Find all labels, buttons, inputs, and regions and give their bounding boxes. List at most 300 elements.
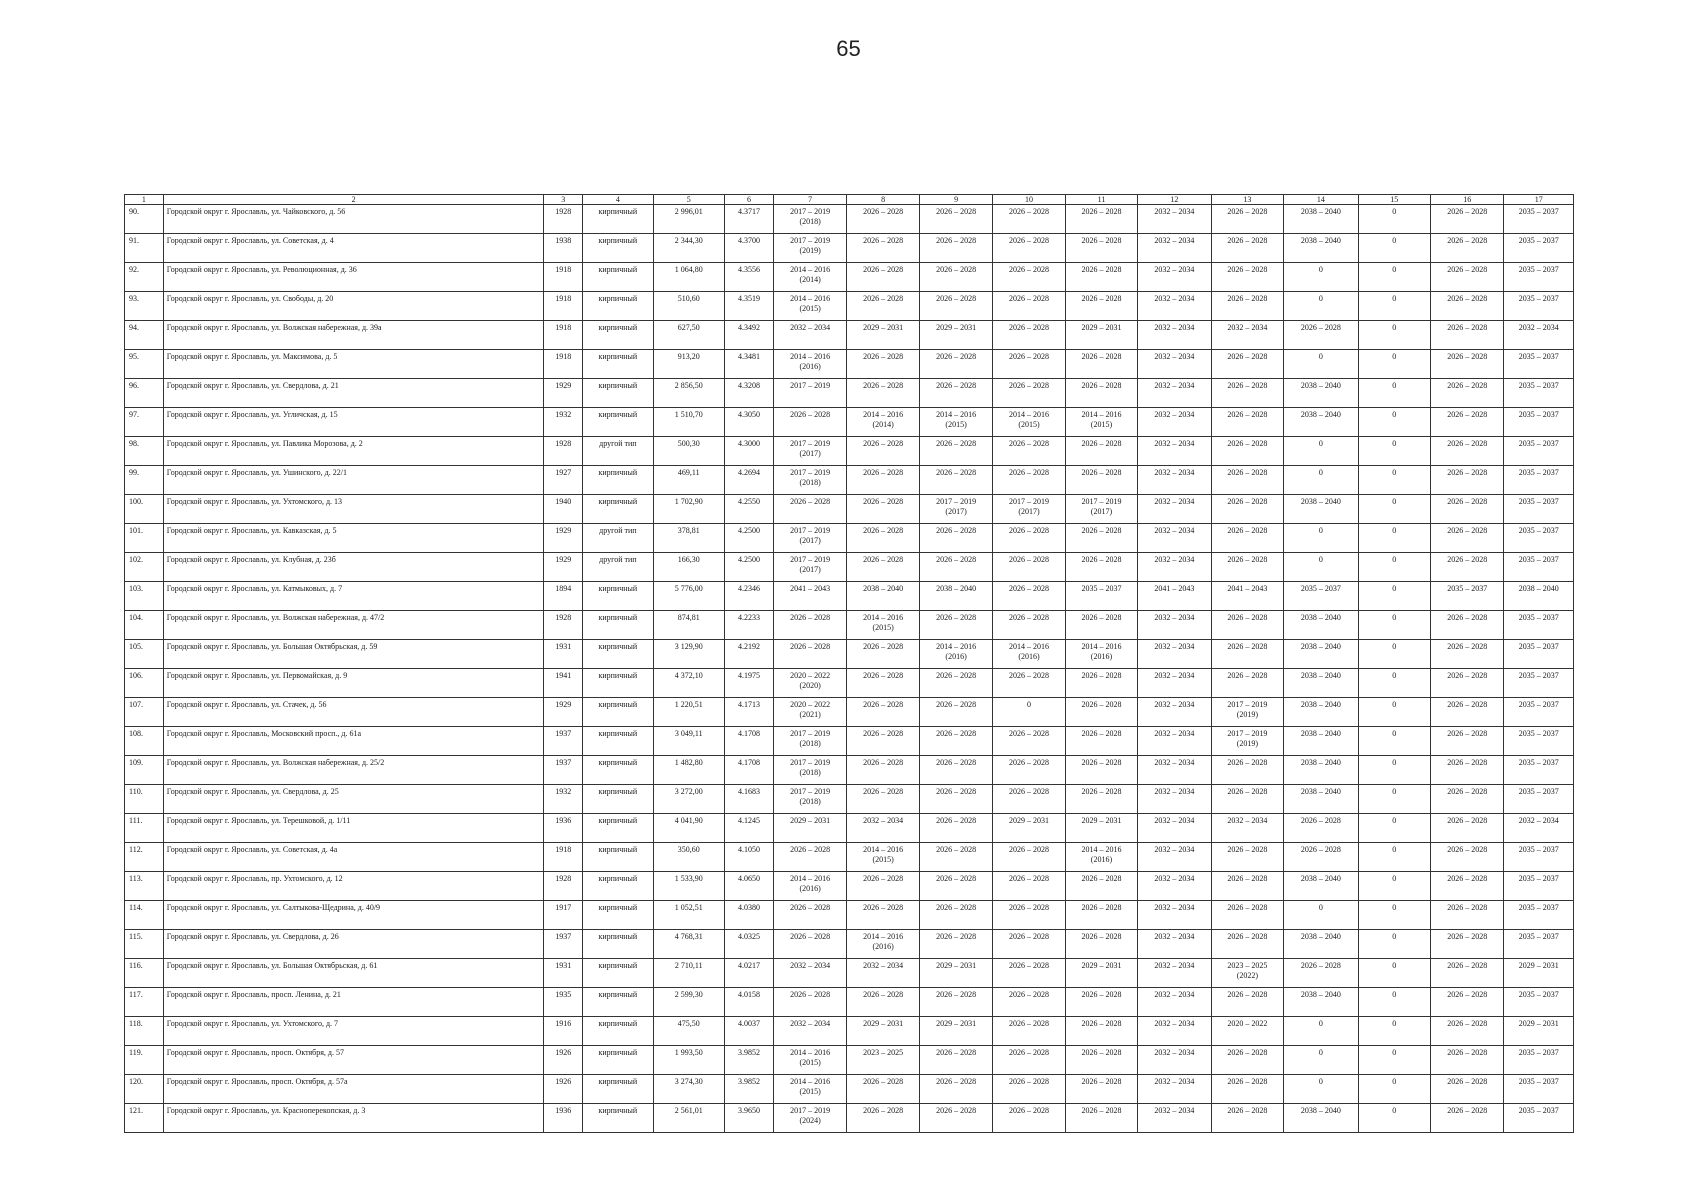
table-cell: 2026 – 2028 [847,785,919,814]
table-cell: 2029 – 2031 [919,321,992,350]
table-cell: 1940 [544,495,583,524]
table-cell: 2032 – 2034 [1211,321,1283,350]
address-cell: Городской округ г. Ярославль, ул. Ухтомского, д. 13 [163,495,544,524]
table-cell: 2014 – 2016 (2015) [847,843,919,872]
table-row [125,234,1574,263]
row-number-cell: 94. [125,321,164,350]
table-cell: 2014 – 2016 (2016) [919,640,992,669]
table-cell: кирпичный [583,1104,653,1133]
table-cell: 0 [1358,959,1430,988]
table-cell: кирпичный [583,1017,653,1046]
table-cell: 4.3556 [724,263,773,292]
table-cell: 2026 – 2028 [1211,756,1283,785]
table-cell: 1928 [544,611,583,640]
table-cell: 2026 – 2028 [919,205,992,234]
column-number-cell: 7 [773,195,846,205]
address-cell: Городской округ г. Ярославль, ул. Волжская набережная, д. 47/2 [163,611,544,640]
address-cell: Городской округ г. Ярославль, ул. Стачек, д. 56 [163,698,544,727]
table-cell: 1929 [544,379,583,408]
table-cell: 2026 – 2028 [847,350,919,379]
table-cell: 1918 [544,263,583,292]
table-cell: 2026 – 2028 [1431,1075,1504,1104]
table-cell: 2026 – 2028 [993,901,1065,930]
table-row [125,1075,1574,1104]
address-cell: Городской округ г. Ярославль, ул. Ухтомского, д. 7 [163,1017,544,1046]
table-cell: 2026 – 2028 [993,466,1065,495]
table-cell: 2035 – 2037 [1504,988,1574,1017]
table-row [125,350,1574,379]
table-cell: 2026 – 2028 [993,959,1065,988]
table-row [125,727,1574,756]
table-cell: другой тип [583,524,653,553]
table-cell: 0 [1358,785,1430,814]
table-cell: 0 [1358,408,1430,437]
table-cell: 1918 [544,843,583,872]
table-cell: 4.1713 [724,698,773,727]
table-cell: 0 [1284,1046,1358,1075]
row-number-cell: 112. [125,843,164,872]
table-row [125,408,1574,437]
table-cell: 2035 – 2037 [1504,205,1574,234]
table-cell: 0 [1358,466,1430,495]
page-number: 65 [836,36,861,61]
table-cell: 2026 – 2028 [1065,1017,1137,1046]
address-cell: Городской округ г. Ярославль, просп. Октября, д. 57а [163,1075,544,1104]
table-cell: 2035 – 2037 [1504,408,1574,437]
table-cell: 2035 – 2037 [1504,727,1574,756]
table-row [125,1017,1574,1046]
row-number-cell: 119. [125,1046,164,1075]
table-cell: кирпичный [583,205,653,234]
table-cell: 2026 – 2028 [847,379,919,408]
table-cell: 3 049,11 [653,727,724,756]
column-number-cell: 17 [1504,195,1574,205]
table-cell: 2026 – 2028 [1065,437,1137,466]
table-cell: 0 [1358,234,1430,263]
table-cell: 2017 – 2019 (2018) [773,727,846,756]
table-cell: 4 041,90 [653,814,724,843]
table-cell: 2041 – 2043 [1211,582,1283,611]
table-cell: 2026 – 2028 [847,495,919,524]
table-cell: 2032 – 2034 [1138,437,1211,466]
table-cell: 2032 – 2034 [1138,234,1211,263]
address-cell: Городской округ г. Ярославль, ул. Максимова, д. 5 [163,350,544,379]
table-cell: 1917 [544,901,583,930]
table-row [125,669,1574,698]
table-cell: 4.2233 [724,611,773,640]
table-cell: 2026 – 2028 [847,205,919,234]
table-cell: 2020 – 2022 (2020) [773,669,846,698]
table-cell: 2038 – 2040 [1284,698,1358,727]
table-cell: 2026 – 2028 [919,524,992,553]
table-cell: 2029 – 2031 [773,814,846,843]
row-number-cell: 121. [125,1104,164,1133]
table-cell: 2026 – 2028 [1065,727,1137,756]
table-cell: 1931 [544,959,583,988]
table-cell: кирпичный [583,466,653,495]
table-cell: 2026 – 2028 [1065,698,1137,727]
table-cell: 2026 – 2028 [847,901,919,930]
table-cell: 2017 – 2019 (2017) [993,495,1065,524]
table-cell: 2026 – 2028 [919,292,992,321]
table-cell: 2026 – 2028 [1431,814,1504,843]
table-cell: 166,30 [653,553,724,582]
table-cell: 2026 – 2028 [773,901,846,930]
table-cell: кирпичный [583,698,653,727]
table-cell: 2032 – 2034 [1138,959,1211,988]
address-cell: Городской округ г. Ярославль, пр. Ухтомского, д. 12 [163,872,544,901]
table-cell: 2014 – 2016 (2016) [773,872,846,901]
table-cell: 913,20 [653,350,724,379]
table-cell: 2032 – 2034 [1138,350,1211,379]
row-number-cell: 92. [125,263,164,292]
table-cell: 0 [1358,727,1430,756]
table-cell: 1937 [544,756,583,785]
row-number-cell: 93. [125,292,164,321]
table-cell: 2035 – 2037 [1504,901,1574,930]
table-cell: 0 [1358,321,1430,350]
address-cell: Городской округ г. Ярославль, ул. Советская, д. 4а [163,843,544,872]
column-number-cell: 13 [1211,195,1283,205]
table-cell: 2026 – 2028 [919,785,992,814]
table-cell: 2026 – 2028 [1211,988,1283,1017]
table-cell: 2029 – 2031 [1065,321,1137,350]
row-number-cell: 99. [125,466,164,495]
address-cell: Городской округ г. Ярославль, ул. Свердлова, д. 26 [163,930,544,959]
table-cell: 2017 – 2019 (2018) [773,756,846,785]
table-cell: 2026 – 2028 [993,553,1065,582]
table-cell: 2017 – 2019 (2017) [919,495,992,524]
column-number-cell: 10 [993,195,1065,205]
table-cell: 2 710,11 [653,959,724,988]
column-number-cell: 6 [724,195,773,205]
row-number-cell: 96. [125,379,164,408]
table-cell: 2026 – 2028 [919,234,992,263]
table-cell: 2035 – 2037 [1504,1104,1574,1133]
table-cell: 1932 [544,785,583,814]
table-cell: 2026 – 2028 [1431,669,1504,698]
table-cell: 2026 – 2028 [993,611,1065,640]
table-cell: 2023 – 2025 [847,1046,919,1075]
table-cell: 0 [1284,263,1358,292]
table-cell: 2032 – 2034 [1138,495,1211,524]
table-cell: 2026 – 2028 [993,872,1065,901]
table-cell: кирпичный [583,843,653,872]
address-cell: Городской округ г. Ярославль, ул. Волжская набережная, д. 39а [163,321,544,350]
table-cell: 0 [1358,814,1430,843]
table-cell: 2038 – 2040 [1284,930,1358,959]
row-number-cell: 114. [125,901,164,930]
table-cell: 2026 – 2028 [1431,930,1504,959]
address-cell: Городской округ г. Ярославль, ул. Чайковского, д. 56 [163,205,544,234]
table-cell: 469,11 [653,466,724,495]
table-cell: 2 561,01 [653,1104,724,1133]
table-cell: 4.1683 [724,785,773,814]
table-row [125,930,1574,959]
table-cell: 2026 – 2028 [847,263,919,292]
table-cell: 0 [1358,756,1430,785]
table-cell: кирпичный [583,814,653,843]
table-cell: 2026 – 2028 [1431,495,1504,524]
table-cell: 0 [1358,292,1430,321]
table-cell: 1918 [544,350,583,379]
table-cell: 2026 – 2028 [993,234,1065,263]
table-cell: 4.2346 [724,582,773,611]
table-cell: 2017 – 2019 (2018) [773,466,846,495]
table-cell: 2026 – 2028 [993,930,1065,959]
table-cell: 2026 – 2028 [993,1075,1065,1104]
table-cell: 2032 – 2034 [1138,669,1211,698]
table-cell: 2014 – 2016 (2016) [1065,843,1137,872]
table-cell: 2035 – 2037 [1504,495,1574,524]
table-cell: 2026 – 2028 [1065,379,1137,408]
table-cell: 2026 – 2028 [1431,872,1504,901]
table-body [125,195,1574,1133]
table-cell: 2026 – 2028 [919,437,992,466]
table-cell: 2014 – 2016 (2015) [1065,408,1137,437]
table-cell: 2026 – 2028 [993,756,1065,785]
table-cell: 4.0217 [724,959,773,988]
address-cell: Городской округ г. Ярославль, ул. Свердлова, д. 25 [163,785,544,814]
table-cell: 0 [1358,524,1430,553]
table-cell: 2026 – 2028 [1431,205,1504,234]
table-cell: 2017 – 2019 (2019) [1211,727,1283,756]
table-row [125,321,1574,350]
table-cell: 2041 – 2043 [773,582,846,611]
table-cell: 2014 – 2016 (2015) [773,1075,846,1104]
table-cell: 2026 – 2028 [919,553,992,582]
table-cell: 0 [1284,901,1358,930]
column-number-cell: 15 [1358,195,1430,205]
row-number-cell: 118. [125,1017,164,1046]
table-row [125,785,1574,814]
housing-repair-table [124,194,1574,1133]
table-cell: 3.9650 [724,1104,773,1133]
column-number-cell: 14 [1284,195,1358,205]
table-cell: 2026 – 2028 [1211,350,1283,379]
table-cell: 2017 – 2019 (2018) [773,205,846,234]
column-number-cell: 9 [919,195,992,205]
table-cell: 1938 [544,234,583,263]
table-cell: 1 702,90 [653,495,724,524]
table-cell: 2026 – 2028 [919,1046,992,1075]
table-cell: 2032 – 2034 [1138,263,1211,292]
table-cell: 1926 [544,1075,583,1104]
table-cell: 2026 – 2028 [1284,321,1358,350]
address-cell: Городской округ г. Ярославль, ул. Свердлова, д. 21 [163,379,544,408]
table-cell: 4.3000 [724,437,773,466]
table-cell: 2026 – 2028 [993,843,1065,872]
table-cell: 2035 – 2037 [1504,466,1574,495]
table-cell: 2017 – 2019 (2024) [773,1104,846,1133]
table-cell: 0 [1284,1017,1358,1046]
table-cell: 2032 – 2034 [1211,814,1283,843]
address-cell: Городской округ г. Ярославль, ул. Революционная, д. 36 [163,263,544,292]
table-cell: 2026 – 2028 [1211,553,1283,582]
table-cell: 2026 – 2028 [773,988,846,1017]
table-cell: 2035 – 2037 [1504,640,1574,669]
table-cell: 4.3717 [724,205,773,234]
table-cell: 2026 – 2028 [1065,756,1137,785]
table-cell: 1 533,90 [653,872,724,901]
table-cell: 1929 [544,553,583,582]
table-cell: 0 [1358,872,1430,901]
row-number-cell: 98. [125,437,164,466]
table-cell: 2 344,30 [653,234,724,263]
table-row [125,582,1574,611]
table-cell: 1936 [544,1104,583,1133]
table-cell: 2026 – 2028 [1431,640,1504,669]
table-cell: 4.3700 [724,234,773,263]
table-cell: 1894 [544,582,583,611]
table-cell: 2032 – 2034 [1138,756,1211,785]
table-cell: 0 [1358,669,1430,698]
table-cell: 2026 – 2028 [1211,524,1283,553]
table-cell: 1 993,50 [653,1046,724,1075]
table-cell: 2035 – 2037 [1504,263,1574,292]
table-row [125,1104,1574,1133]
table-cell: кирпичный [583,1046,653,1075]
table-cell: 2038 – 2040 [1284,785,1358,814]
table-cell: 2026 – 2028 [993,292,1065,321]
table-cell: кирпичный [583,669,653,698]
table-cell: 2026 – 2028 [847,872,919,901]
table-cell: 0 [1358,495,1430,524]
address-cell: Городской округ г. Ярославль, ул. Первомайская, д. 9 [163,669,544,698]
table-cell: 2026 – 2028 [847,1075,919,1104]
table-cell: 4.1708 [724,756,773,785]
table-cell: 2026 – 2028 [1431,756,1504,785]
row-number-cell: 115. [125,930,164,959]
table-cell: 2026 – 2028 [1065,611,1137,640]
table-cell: 2026 – 2028 [919,1104,992,1133]
table-cell: 2026 – 2028 [1065,1075,1137,1104]
row-number-cell: 111. [125,814,164,843]
table-cell: 2035 – 2037 [1504,756,1574,785]
table-cell: 2 599,30 [653,988,724,1017]
table-cell: 4.0325 [724,930,773,959]
address-cell: Городской округ г. Ярославль, просп. Ленина, д. 21 [163,988,544,1017]
table-cell: 4.3050 [724,408,773,437]
table-cell: 2032 – 2034 [1138,611,1211,640]
table-cell: 1918 [544,292,583,321]
table-cell: 4 768,31 [653,930,724,959]
table-cell: 2014 – 2016 (2014) [847,408,919,437]
table-row [125,437,1574,466]
table-cell: 3.9852 [724,1046,773,1075]
table-cell: 1929 [544,698,583,727]
table-cell: 2026 – 2028 [1431,379,1504,408]
table-cell: 2035 – 2037 [1504,698,1574,727]
table-cell: 2026 – 2028 [1431,843,1504,872]
table-cell: 1932 [544,408,583,437]
table-cell: 1935 [544,988,583,1017]
table-cell: 2026 – 2028 [1211,466,1283,495]
table-cell: 2026 – 2028 [1431,988,1504,1017]
table-cell: кирпичный [583,495,653,524]
row-number-cell: 101. [125,524,164,553]
table-cell: 4.1050 [724,843,773,872]
table-cell: 2026 – 2028 [1431,901,1504,930]
table-cell: 3.9852 [724,1075,773,1104]
table-cell: 2026 – 2028 [1284,843,1358,872]
row-number-cell: 113. [125,872,164,901]
address-cell: Городской округ г. Ярославль, ул. Угличская, д. 15 [163,408,544,437]
table-row [125,379,1574,408]
table-cell: 2026 – 2028 [993,205,1065,234]
table-cell: 2026 – 2028 [1065,785,1137,814]
table-cell: 2035 – 2037 [1504,611,1574,640]
table-cell: кирпичный [583,379,653,408]
table-cell: 2032 – 2034 [1138,1104,1211,1133]
table-cell: кирпичный [583,582,653,611]
column-number-cell: 5 [653,195,724,205]
table-cell: 2026 – 2028 [919,263,992,292]
table-cell: 2026 – 2028 [993,1017,1065,1046]
table-row [125,959,1574,988]
table-cell: 1936 [544,814,583,843]
table-cell: 2032 – 2034 [1138,205,1211,234]
table-cell: 2026 – 2028 [773,408,846,437]
table-cell: 2035 – 2037 [1504,292,1574,321]
table-cell: 4.2500 [724,524,773,553]
table-cell: 1926 [544,1046,583,1075]
table-cell: 2029 – 2031 [1065,814,1137,843]
table-cell: 2032 – 2034 [1138,321,1211,350]
table-cell: 1941 [544,669,583,698]
table-cell: 1929 [544,524,583,553]
table-cell: 4.3492 [724,321,773,350]
table-cell: 0 [1358,901,1430,930]
table-cell: 2026 – 2028 [1431,785,1504,814]
address-cell: Городской округ г. Ярославль, Московский просп., д. 61а [163,727,544,756]
table-cell: 0 [1284,350,1358,379]
table-cell: кирпичный [583,350,653,379]
table-cell: 4.0037 [724,1017,773,1046]
table-cell: кирпичный [583,901,653,930]
table-cell: 2032 – 2034 [773,959,846,988]
table-cell: 2026 – 2028 [1065,292,1137,321]
table-cell: 2026 – 2028 [993,263,1065,292]
table-cell: 0 [1358,205,1430,234]
table-cell: 2026 – 2028 [1211,1075,1283,1104]
table-cell: 2026 – 2028 [919,698,992,727]
table-cell: 3 272,00 [653,785,724,814]
table-cell: 2032 – 2034 [1138,872,1211,901]
table-row [125,872,1574,901]
table-cell: 2026 – 2028 [1211,292,1283,321]
table-cell: 2026 – 2028 [847,988,919,1017]
table-cell: 2026 – 2028 [919,727,992,756]
table-cell: 1931 [544,640,583,669]
table-cell: 2026 – 2028 [847,466,919,495]
row-number-cell: 109. [125,756,164,785]
column-number-cell: 3 [544,195,583,205]
table-cell: 2026 – 2028 [1211,640,1283,669]
table-cell: 2029 – 2031 [993,814,1065,843]
table-cell: 0 [1358,1075,1430,1104]
table-cell: 2026 – 2028 [919,872,992,901]
table-cell: 2026 – 2028 [1065,872,1137,901]
table-cell: 0 [1358,1104,1430,1133]
table-cell: 4.2500 [724,553,773,582]
table-row [125,292,1574,321]
table-cell: кирпичный [583,872,653,901]
row-number-cell: 104. [125,611,164,640]
table-row [125,640,1574,669]
table-cell: 4.2192 [724,640,773,669]
address-cell: Городской округ г. Ярославль, ул. Катмыковых, д. 7 [163,582,544,611]
